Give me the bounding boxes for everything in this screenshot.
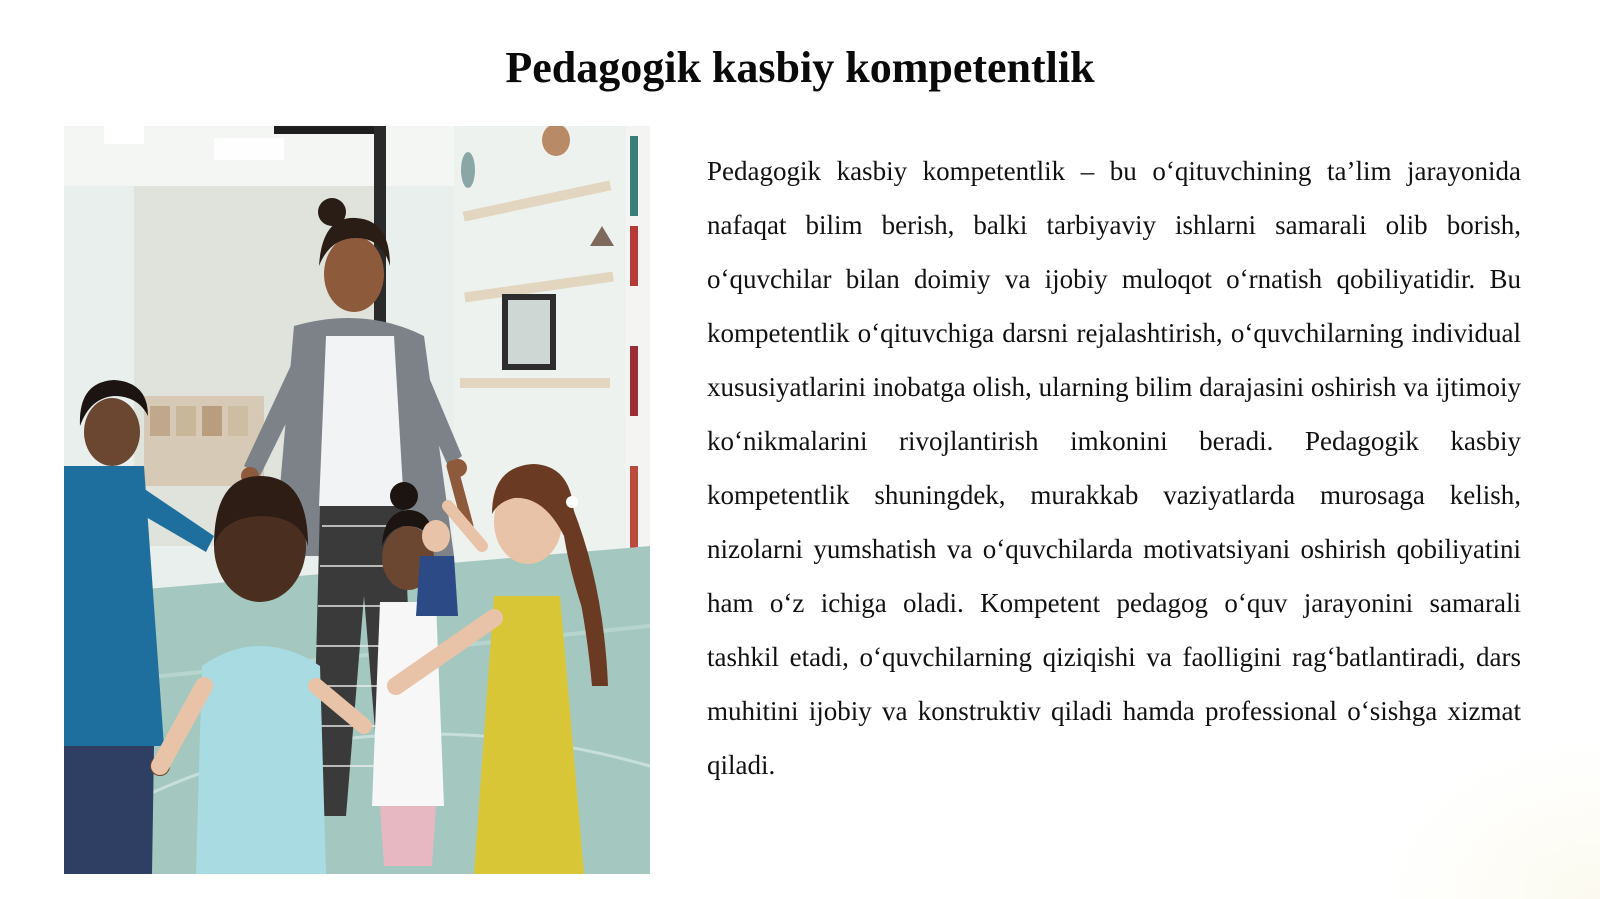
- slide-body-paragraph: Pedagogik kasbiy kompetentlik – bu o‘qituvchining ta’lim jarayonida nafaqat bilim berish, balki tarbiyaviy ishlarni samarali olib borish, o‘quvchilar bilan doimiy va ijobiy muloqot o‘rnatish qobiliyatidir. Bu kompetentlik o‘qituvchiga darsni rejalashtirish, o‘quvchilarning individual xususiyatlarini inobatga olish, ularning bilim darajasini oshirish va ijtimoiy ko‘nikmalarini rivojlantirish imkonini beradi. Pedagogik kasbiy kompetentlik shuningdek, murakkab vaziyatlarda murosaga kelish, nizolarni yumshatish va o‘quvchilarda motivatsiyani oshirish qobiliyatini ham o‘z ichiga oladi. Kompetent pedagog o‘quv jarayonini samarali tashkil etadi, o‘quvchilarning qiziqishi va faolligini rag‘batlantiradi, dars muhitini ijobiy va konstruktiv qiladi hamda professional o‘sishga xizmat qiladi.: [707, 156, 1521, 780]
- classroom-photo: [64, 126, 650, 874]
- classroom-photo-illustration: [64, 126, 650, 874]
- slide-title: Pedagogik kasbiy kompetentlik: [505, 43, 1095, 92]
